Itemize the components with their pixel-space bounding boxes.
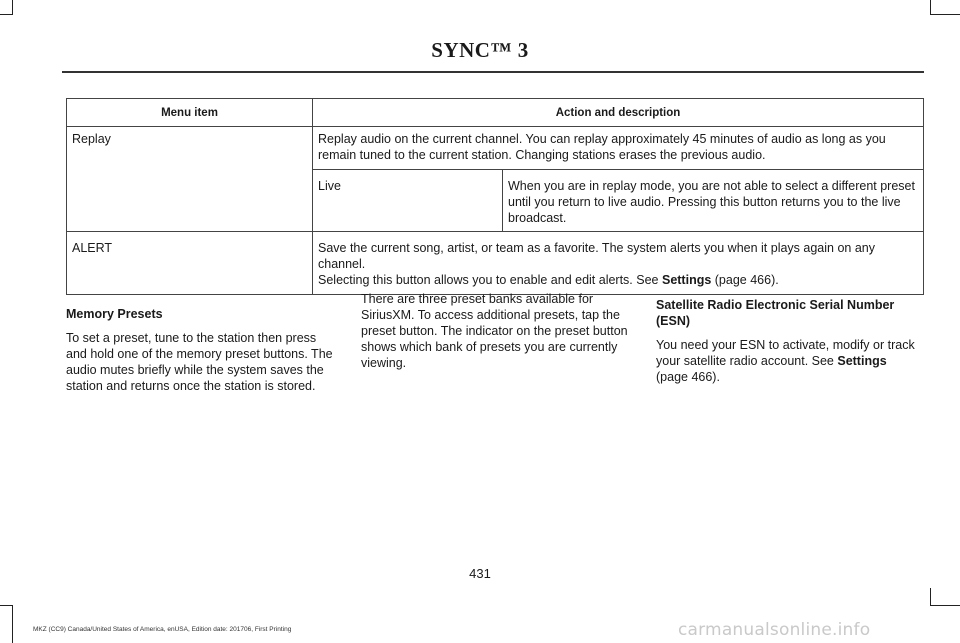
- sub-item-live: Live: [313, 170, 503, 232]
- watermark: carmanualsonline.info: [678, 620, 871, 640]
- table-header-row: [67, 99, 924, 127]
- memory-presets-section: [66, 306, 338, 403]
- live-description: When you are in replay mode, you are not able to select a different preset until you return to live audio. Pressing this button returns you to the live broadcast.: [503, 170, 924, 232]
- crop-mark: [0, 605, 13, 606]
- esn-heading: Satellite Radio Electronic Serial Number (ESN): [656, 298, 895, 328]
- alert-description: [313, 232, 924, 295]
- page-number: 431: [469, 566, 491, 581]
- esn-body-text: You need your ESN to activate, modify or track your satellite radio account. See: [656, 338, 915, 368]
- crop-mark: [0, 14, 12, 15]
- menu-item-replay: Replay: [67, 127, 313, 232]
- table-row: [67, 127, 924, 170]
- crop-mark: [930, 605, 960, 606]
- table-row: [67, 232, 924, 295]
- settings-link[interactable]: Settings: [661, 273, 712, 287]
- esn-section: [656, 297, 922, 394]
- alert-description-line2: Selecting this button allows you to enable and edit alerts. See: [318, 273, 662, 287]
- page-title: SYNC™ 3: [431, 38, 529, 62]
- menu-table: [66, 98, 924, 295]
- memory-presets-heading: Memory Presets: [66, 307, 163, 321]
- column-header-menu-item: Menu item: [67, 99, 313, 127]
- crop-mark: [930, 14, 960, 15]
- column-header-action: Action and description: [313, 99, 924, 127]
- page-ref: (page 466).: [711, 273, 779, 287]
- esn-body: [656, 337, 922, 385]
- page-ref: (page 466).: [656, 370, 720, 384]
- header-divider: [62, 71, 924, 73]
- edition-footer: MKZ (CC9) Canada/United States of America, enUSA, Edition date: 201706, First Printing: [33, 626, 292, 633]
- alert-description-line1: Save the current song, artist, or team as a favorite. The system alerts you when it plays again on any channel.: [318, 241, 875, 271]
- crop-mark: [930, 588, 931, 606]
- preset-banks-section: [361, 291, 633, 380]
- replay-description: Replay audio on the current channel. You can replay approximately 45 minutes of audio as long as you remain tuned to the current station. Changing stations erases the previous audio.: [313, 127, 924, 170]
- preset-banks-body: There are three preset banks available for SiriusXM. To access additional presets, tap the preset button. The indicator on the preset button shows which bank of presets you are currently viewing.: [361, 292, 628, 370]
- crop-mark: [12, 0, 13, 15]
- crop-mark: [930, 0, 931, 15]
- settings-link[interactable]: Settings: [837, 354, 887, 368]
- menu-item-alert: ALERT: [67, 232, 313, 295]
- memory-presets-body: To set a preset, tune to the station then press and hold one of the memory preset buttons. The audio mutes briefly while the system saves the station and returns once the station is stored.: [66, 331, 333, 393]
- crop-mark: [12, 605, 13, 643]
